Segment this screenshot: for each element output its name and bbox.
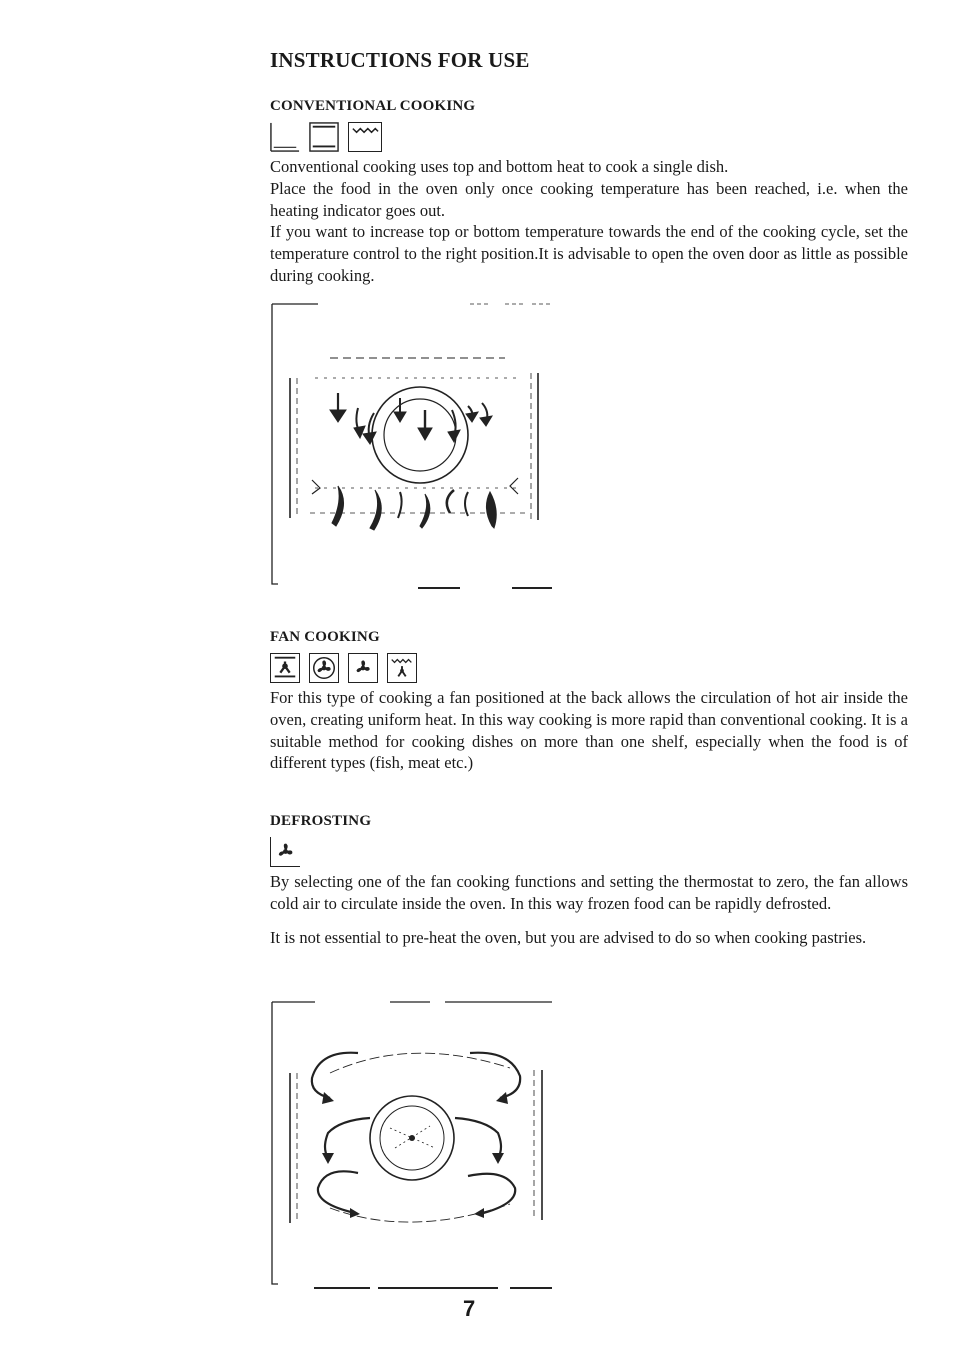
paragraph: Place the food in the oven only once cooking temperature has been reached, i.e. when the heating indicator goes out.	[270, 178, 908, 220]
page-title: INSTRUCTIONS FOR USE	[270, 48, 530, 72]
paragraph: By selecting one of the fan cooking functions and setting the thermostat to zero, the fan allows cold air to circulate inside the oven. In this way frozen food can be rapidly defrosted.	[270, 872, 908, 913]
conventional-oven-airflow-diagram	[270, 298, 560, 594]
paragraph: For this type of cooking a fan positioned at the back allows the circulation of hot air inside the oven, creating uniform heat. In this way cooking is more rapid than conventional cooking. It is a suitable method for cooking dishes on more than one shelf, especially when the food is of different types (fish, meat etc.)	[270, 688, 908, 773]
conventional-text	[270, 156, 908, 287]
fan-bottom-heat-icon	[270, 653, 300, 683]
fan-oven-airflow-diagram	[270, 998, 560, 1294]
fan-grill-icon	[387, 653, 417, 683]
paragraph: It is not essential to pre-heat the oven, but you are advised to do so when cooking pastries.	[270, 927, 867, 947]
paragraph: If you want to increase top or bottom temperature towards the end of the cooking cycle, set the temperature control to the right position.It is advisable to open the oven door as little as possible during cooking.	[270, 222, 908, 285]
defrosting-text	[270, 871, 908, 948]
defrosting-icons	[270, 837, 300, 867]
fan-cooking-text	[270, 687, 908, 774]
grill-heat-icon	[348, 122, 382, 152]
defrosting-heading: DEFROSTING	[270, 813, 372, 829]
paragraph: Conventional cooking uses top and bottom heat to cook a single dish.	[270, 157, 729, 176]
top-bottom-heat-icon	[309, 122, 339, 152]
defrost-fan-icon	[270, 837, 300, 867]
page-number: 7	[463, 1296, 476, 1321]
bottom-heat-icon	[270, 122, 300, 152]
conventional-icons	[270, 122, 382, 152]
fan-icons	[270, 653, 417, 683]
conventional-cooking-heading: CONVENTIONAL COOKING	[270, 98, 476, 114]
fan-cooking-heading: FAN COOKING	[270, 629, 380, 645]
fan-ring-icon	[309, 653, 339, 683]
fan-icon	[348, 653, 378, 683]
